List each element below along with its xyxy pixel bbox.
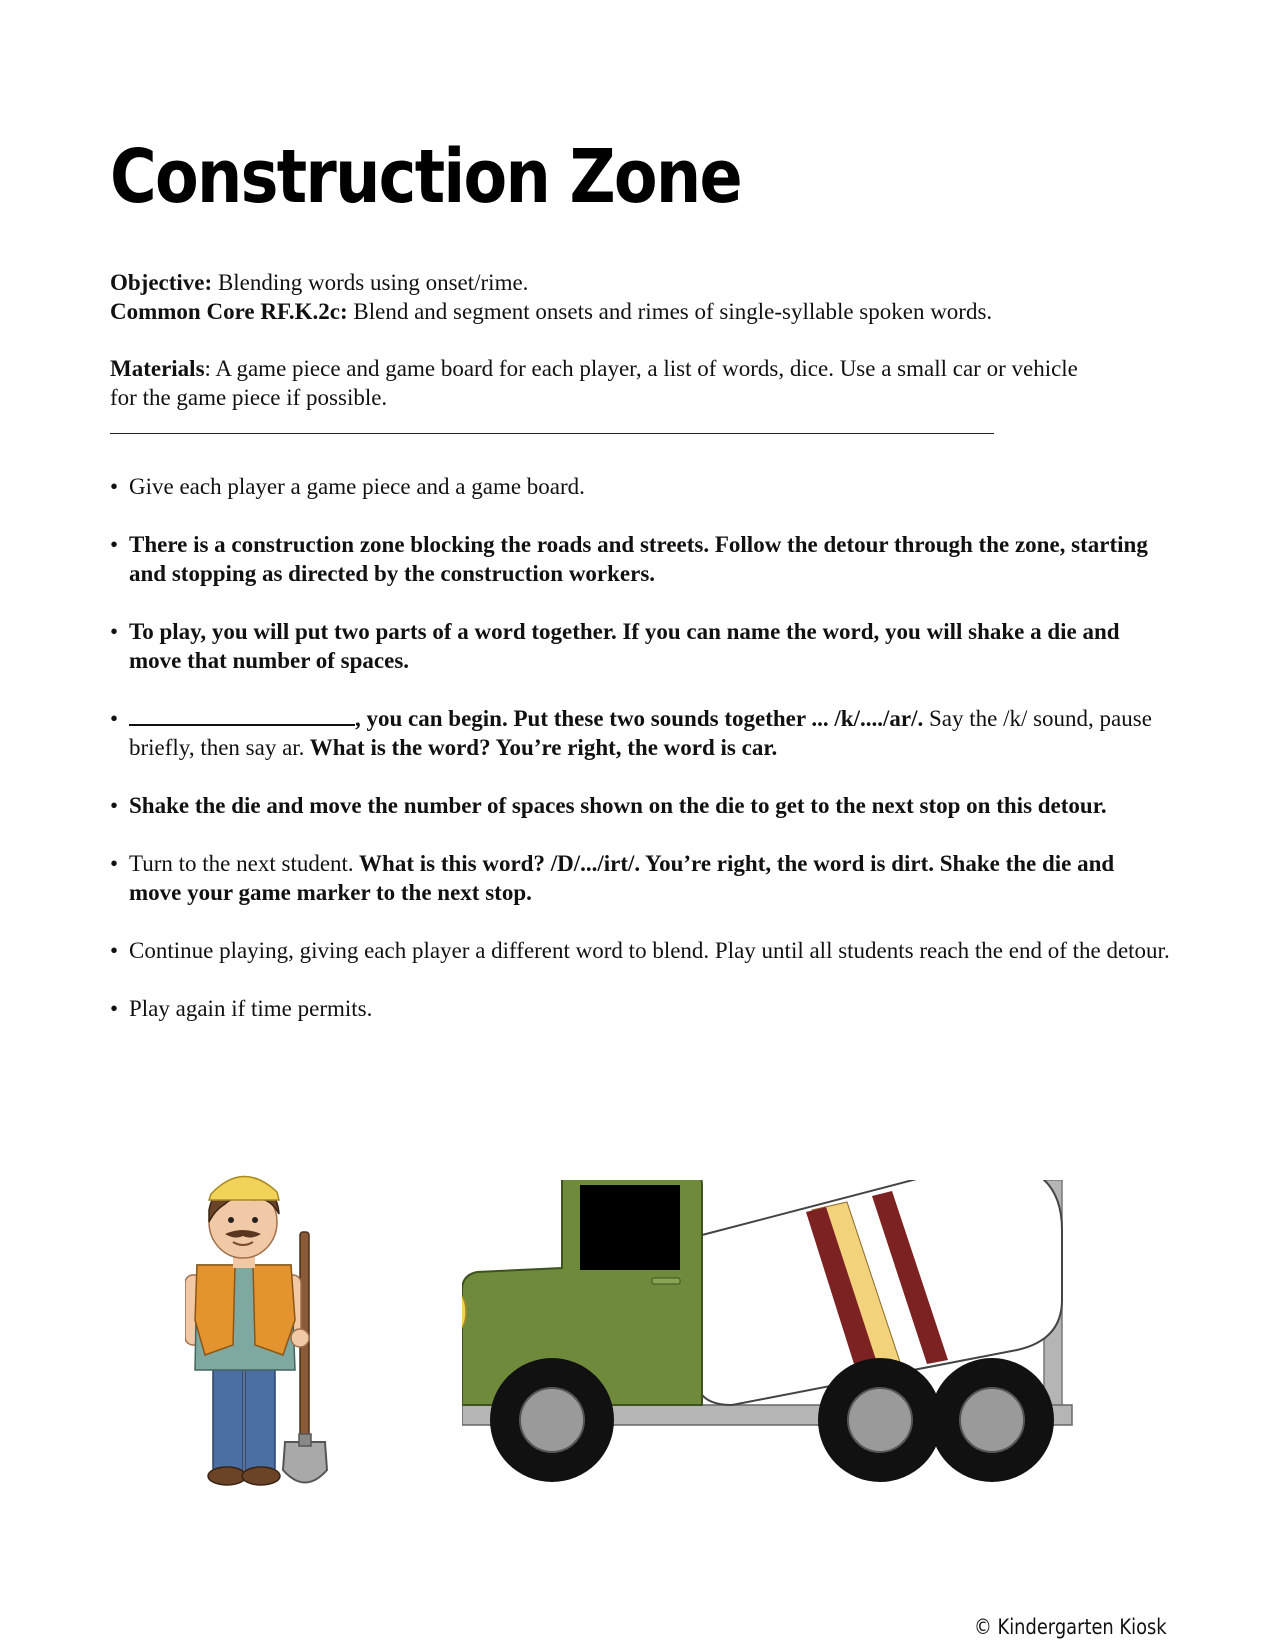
standard-line — [110, 297, 1110, 326]
objective-label: Objective: — [110, 270, 213, 295]
objective-text: Blending words using onset/rime. — [212, 270, 529, 295]
list-item: • There is a construction zone blocking the roads and streets. Follow the detour through the zone, starting and stopping as directed by the construction workers. — [110, 530, 1170, 588]
standard-label: Common Core RF.K.2c: — [110, 299, 348, 324]
divider-line — [110, 433, 994, 434]
page-title: Construction Zone — [110, 134, 741, 220]
copyright-notice: © Kindergarten Kiosk — [974, 1615, 1167, 1639]
materials-line — [110, 354, 1110, 412]
objective-block — [110, 268, 1110, 326]
list-item: • , you can begin. Put these two sounds together ... /k/..../ar/. Say the /k/ sound, pause briefly, then say ar. What is the word? You’re right, the word is car. — [110, 704, 1170, 762]
front-wheel — [490, 1358, 614, 1482]
list-item: • Give each player a game piece and a game board. — [110, 472, 1170, 501]
construction-worker-illustration — [185, 1170, 355, 1500]
list-item: • Shake the die and move the number of spaces shown on the die to get to the next stop on this detour. — [110, 791, 1170, 820]
materials-block — [110, 354, 1110, 412]
rear-wheel-2 — [930, 1358, 1054, 1482]
name-blank-line — [129, 704, 355, 726]
cement-mixer-truck-illustration — [462, 1180, 1092, 1490]
rear-wheel-1 — [818, 1358, 942, 1482]
materials-text: : A game piece and game board for each player, a list of words, dice. Use a small car or vehicle for the game piece if possible. — [110, 356, 1078, 410]
list-item: • Turn to the next student. What is this word? /D/.../irt/. You’re right, the word is dirt. Shake the die and move your game marker to the next stop. — [110, 849, 1170, 907]
instruction-list — [110, 472, 1170, 1052]
list-item: • To play, you will put two parts of a word together. If you can name the word, you will shake a die and move that number of spaces. — [110, 617, 1170, 675]
objective-line — [110, 268, 1110, 297]
materials-label: Materials — [110, 356, 205, 381]
list-item: • Continue playing, giving each player a different word to blend. Play until all students reach the end of the detour. — [110, 936, 1170, 965]
standard-text: Blend and segment onsets and rimes of single-syllable spoken words. — [347, 299, 993, 324]
list-item: • Play again if time permits. — [110, 994, 1170, 1023]
